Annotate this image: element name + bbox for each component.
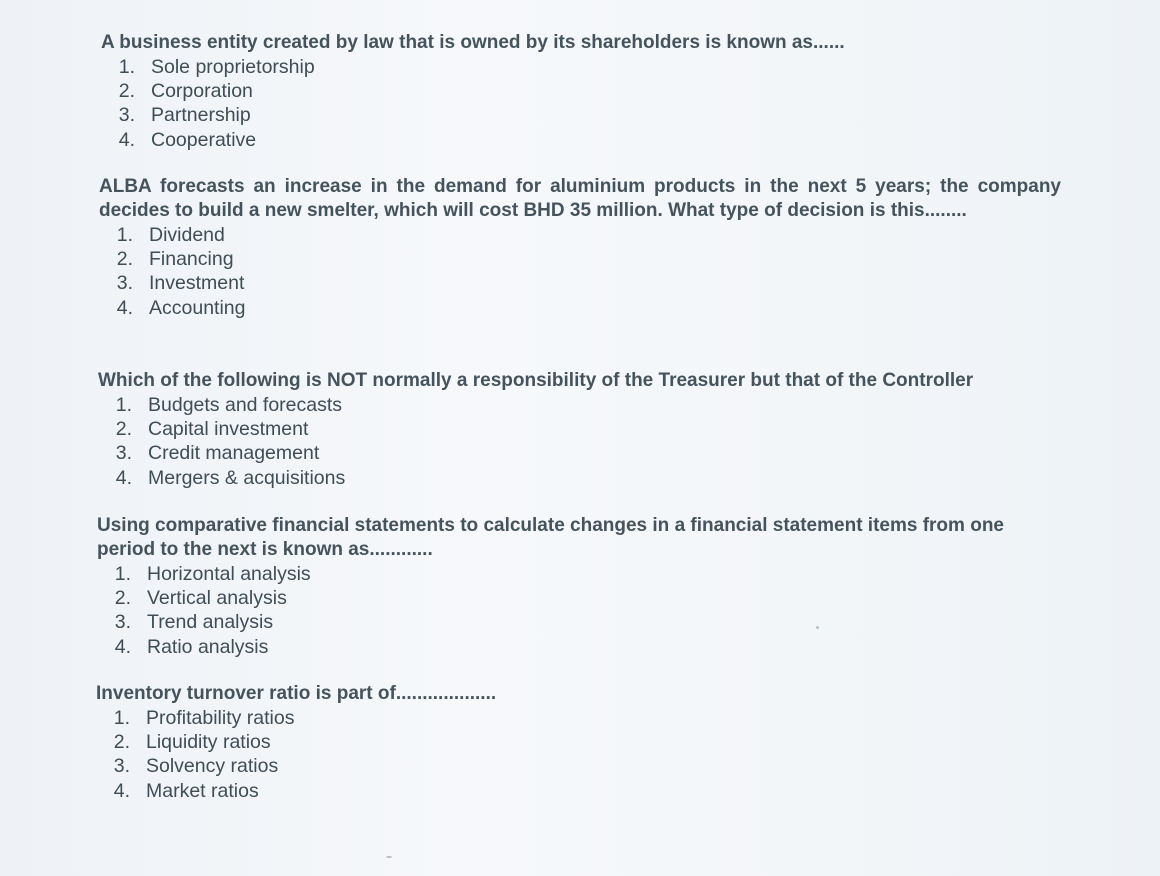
option-number: 1. <box>116 224 133 246</box>
option-item <box>101 247 1061 271</box>
question-5 <box>96 682 1066 803</box>
option-number: 2. <box>115 418 132 441</box>
option-label: Trend analysis <box>147 611 274 634</box>
option-list <box>103 55 1071 152</box>
option-number: 4. <box>115 466 132 489</box>
option-label: Partnership <box>151 104 251 127</box>
option-item <box>100 393 1088 417</box>
scan-speck <box>816 626 819 629</box>
option-item <box>99 562 1047 586</box>
option-item <box>101 223 1061 247</box>
option-list <box>99 562 1047 659</box>
option-number: 1. <box>114 563 131 585</box>
option-number: 4. <box>116 296 133 319</box>
question-text: A business entity created by law that is owned by its shareholders is known as...... <box>101 32 845 53</box>
option-number: 3. <box>114 611 131 634</box>
option-label: Vertical analysis <box>147 587 287 610</box>
option-label: Profitability ratios <box>146 707 295 729</box>
option-label: Accounting <box>149 296 246 319</box>
option-item <box>103 103 1071 127</box>
scan-speck <box>386 856 392 858</box>
question-3 <box>98 369 1088 490</box>
option-label: Investment <box>149 272 245 295</box>
option-item <box>103 128 1071 152</box>
option-item <box>100 441 1088 465</box>
option-number: 2. <box>116 248 133 271</box>
option-list <box>98 706 1066 803</box>
option-item <box>98 730 1066 754</box>
question-text: ALBA forecasts an increase in the demand for aluminium products in the next 5 years; the company decides to build a new smelter, which will cost BHD 35 million. What type of decision is this........ <box>99 176 1061 221</box>
option-label: Financing <box>149 248 234 271</box>
question-text: Inventory turnover ratio is part of................... <box>96 683 497 704</box>
option-number: 3. <box>118 104 135 127</box>
option-label: Horizontal analysis <box>147 563 311 585</box>
option-number: 4. <box>113 779 130 802</box>
option-item <box>98 754 1066 778</box>
option-label: Liquidity ratios <box>146 731 271 754</box>
option-label: Ratio analysis <box>147 635 269 658</box>
option-number: 3. <box>113 755 130 778</box>
question-2 <box>99 175 1061 320</box>
option-number: 1. <box>118 56 135 78</box>
option-label: Solvency ratios <box>146 755 279 778</box>
option-item <box>100 466 1088 490</box>
option-label: Mergers & acquisitions <box>148 466 346 489</box>
option-label: Dividend <box>149 224 225 246</box>
option-item <box>103 79 1071 103</box>
option-item <box>99 635 1047 659</box>
option-number: 1. <box>115 394 132 416</box>
option-item <box>101 271 1061 295</box>
option-item <box>101 296 1061 320</box>
option-label: Cooperative <box>151 128 257 151</box>
option-item <box>98 779 1066 803</box>
option-number: 3. <box>115 442 132 465</box>
option-label: Sole proprietorship <box>151 56 315 78</box>
option-number: 4. <box>114 635 131 658</box>
option-item <box>100 417 1088 441</box>
question-text: Using comparative financial statements to calculate changes in a financial statement items from one period to the next is known as............ <box>97 515 1004 560</box>
option-label: Corporation <box>151 80 253 103</box>
option-number: 4. <box>118 128 135 151</box>
option-number: 1. <box>113 707 130 729</box>
option-item <box>99 610 1047 634</box>
option-number: 2. <box>118 80 135 103</box>
option-number: 3. <box>116 272 133 295</box>
option-label: Market ratios <box>146 779 259 802</box>
option-label: Capital investment <box>148 418 309 441</box>
question-1 <box>101 31 1071 152</box>
option-number: 2. <box>114 587 131 610</box>
option-label: Credit management <box>148 442 320 465</box>
option-label: Budgets and forecasts <box>148 394 343 416</box>
option-item <box>99 586 1047 610</box>
question-4 <box>97 514 1047 659</box>
question-text: Which of the following is NOT normally a responsibility of the Treasurer but that of the Controller <box>98 370 974 391</box>
option-list <box>101 223 1061 320</box>
option-list <box>100 393 1088 490</box>
option-number: 2. <box>113 731 130 754</box>
option-item <box>103 55 1071 79</box>
option-item <box>98 706 1066 730</box>
